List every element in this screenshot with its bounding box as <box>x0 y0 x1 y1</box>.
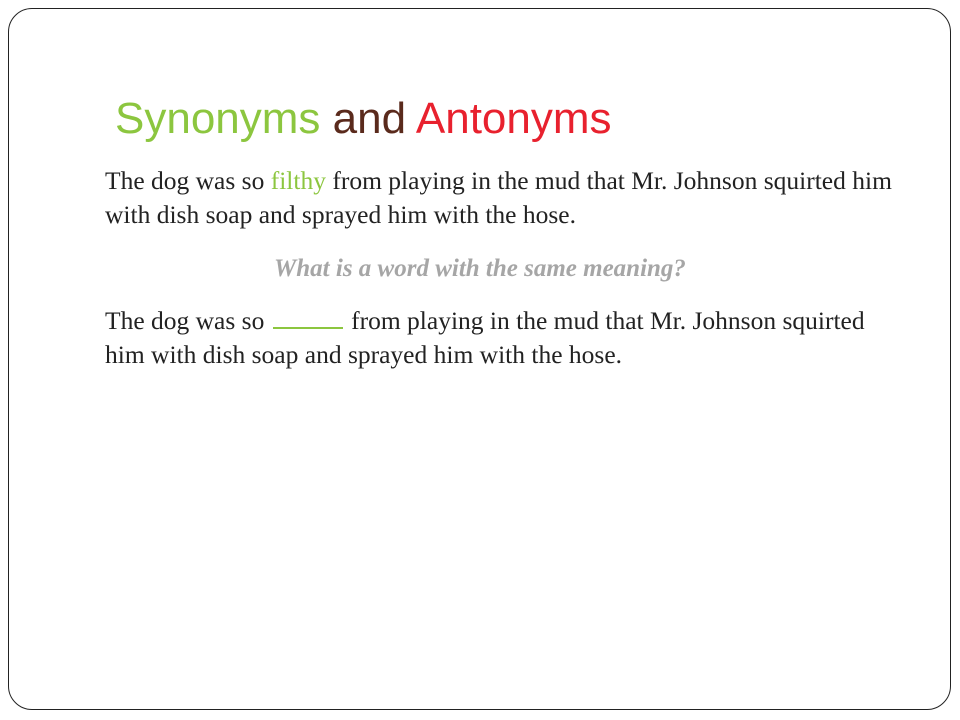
title-word-antonyms: Antonyms <box>415 94 612 143</box>
slide-title <box>115 93 612 145</box>
title-word-and: and <box>332 94 407 143</box>
sentence-start: The dog was so <box>105 166 271 195</box>
sentence-end: from playing in the mud that Mr. Johnson squirted him with dish soap and sprayed him with the hose. <box>105 166 892 229</box>
title-word-synonyms: Synonyms <box>115 94 321 143</box>
fill-sentence-end: from playing in the mud that Mr. Johnson squirted him with dish soap and sprayed him with the hose. <box>105 306 865 369</box>
fill-sentence-start: The dog was so <box>105 306 271 335</box>
highlighted-word: filthy <box>270 166 326 195</box>
fill-in-sentence <box>105 304 905 372</box>
answer-blank <box>273 305 343 329</box>
prompt-question: What is a word with the same meaning? <box>274 255 686 282</box>
example-sentence <box>105 164 905 232</box>
